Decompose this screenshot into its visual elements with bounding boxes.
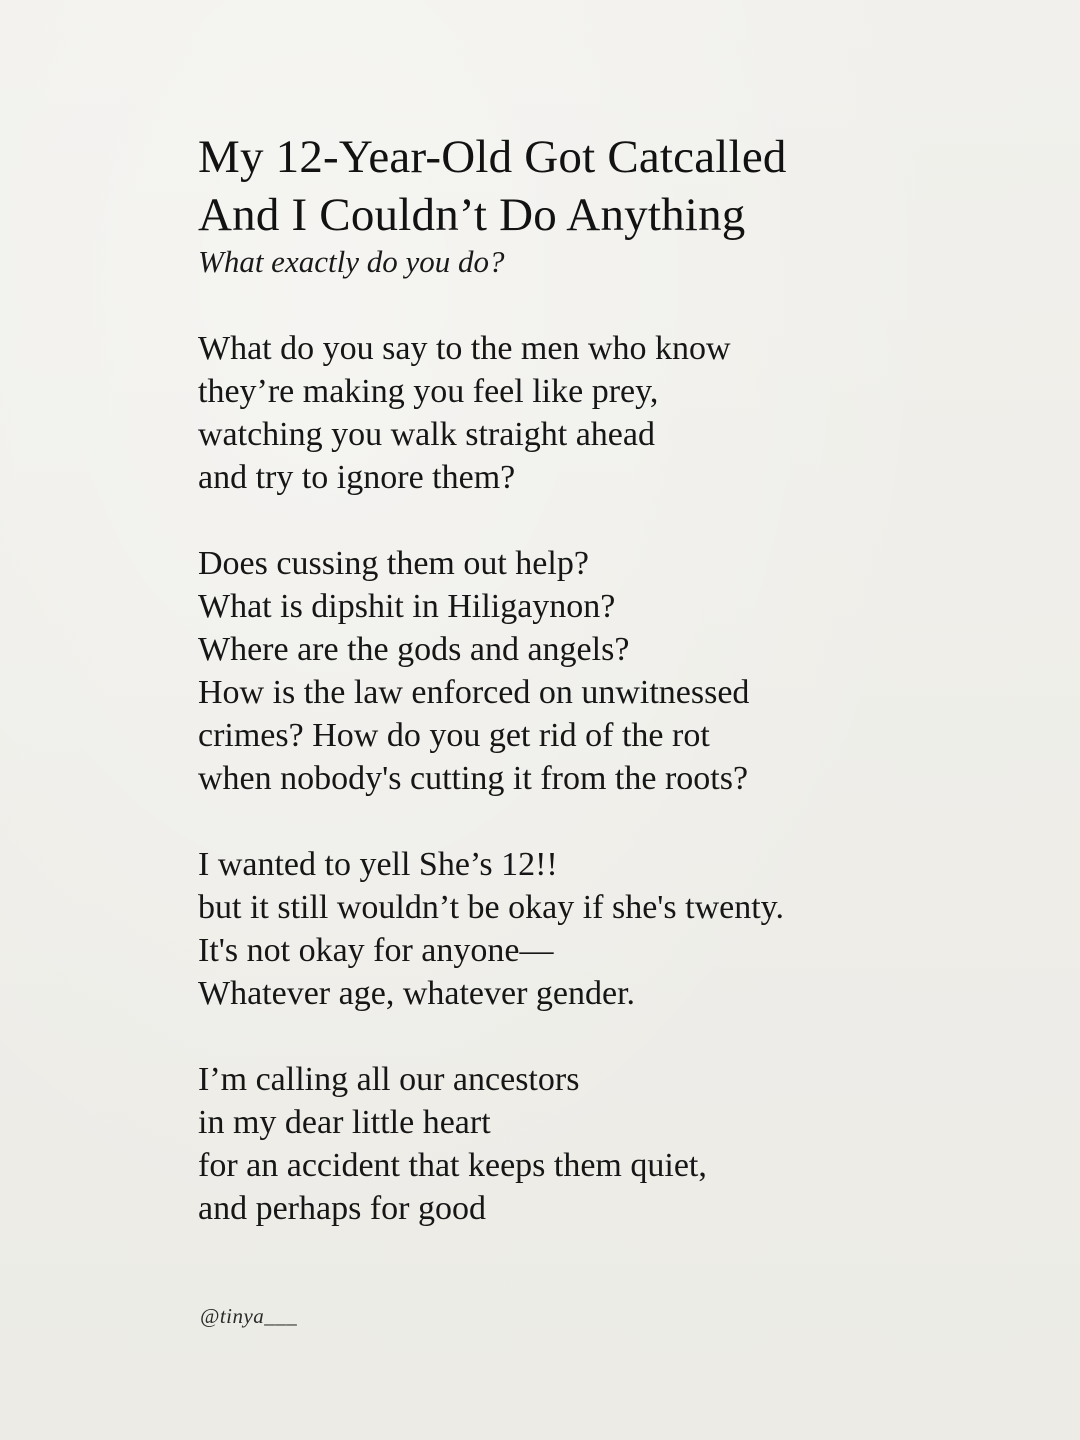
poem-title [198,128,1018,244]
poem-title-line: And I Couldn’t Do Anything [198,189,746,241]
poem-line: for an accident that keeps them quiet, [198,1147,707,1184]
poem-line: Whatever age, whatever gender. [198,975,636,1012]
stanza-1 [198,327,1018,499]
stanza-2 [198,542,1018,800]
poem-subtitle: What exactly do you do? [198,244,505,279]
poem-body [198,128,1018,1273]
poem-title-line: My 12-Year-Old Got Catcalled [198,131,787,183]
poem-line: but it still wouldn’t be okay if she's twenty. [198,889,784,926]
poem-line: I’m calling all our ancestors [198,1061,580,1098]
poem-line: crimes? How do you get rid of the rot [198,717,710,754]
author-signature: @tinya___ [200,1304,298,1328]
poem-line: they’re making you feel like prey, [198,373,659,410]
poem-line: What do you say to the men who know [198,330,731,367]
poem-line: when nobody's cutting it from the roots? [198,760,749,797]
poem-line: watching you walk straight ahead [198,416,655,453]
poem-line: and try to ignore them? [198,459,516,496]
poem-line: What is dipshit in Hiligaynon? [198,588,616,625]
poem-line: Where are the gods and angels? [198,631,630,668]
poem-stanzas [198,327,1018,1230]
poem-line: It's not okay for anyone— [198,932,554,969]
stanza-4 [198,1058,1018,1230]
poem-line: and perhaps for good [198,1190,486,1227]
poem-line: I wanted to yell She’s 12!! [198,846,558,883]
stanza-3 [198,843,1018,1015]
poem-line: Does cussing them out help? [198,545,589,582]
poem-line: How is the law enforced on unwitnessed [198,674,750,711]
poem-line: in my dear little heart [198,1104,491,1141]
